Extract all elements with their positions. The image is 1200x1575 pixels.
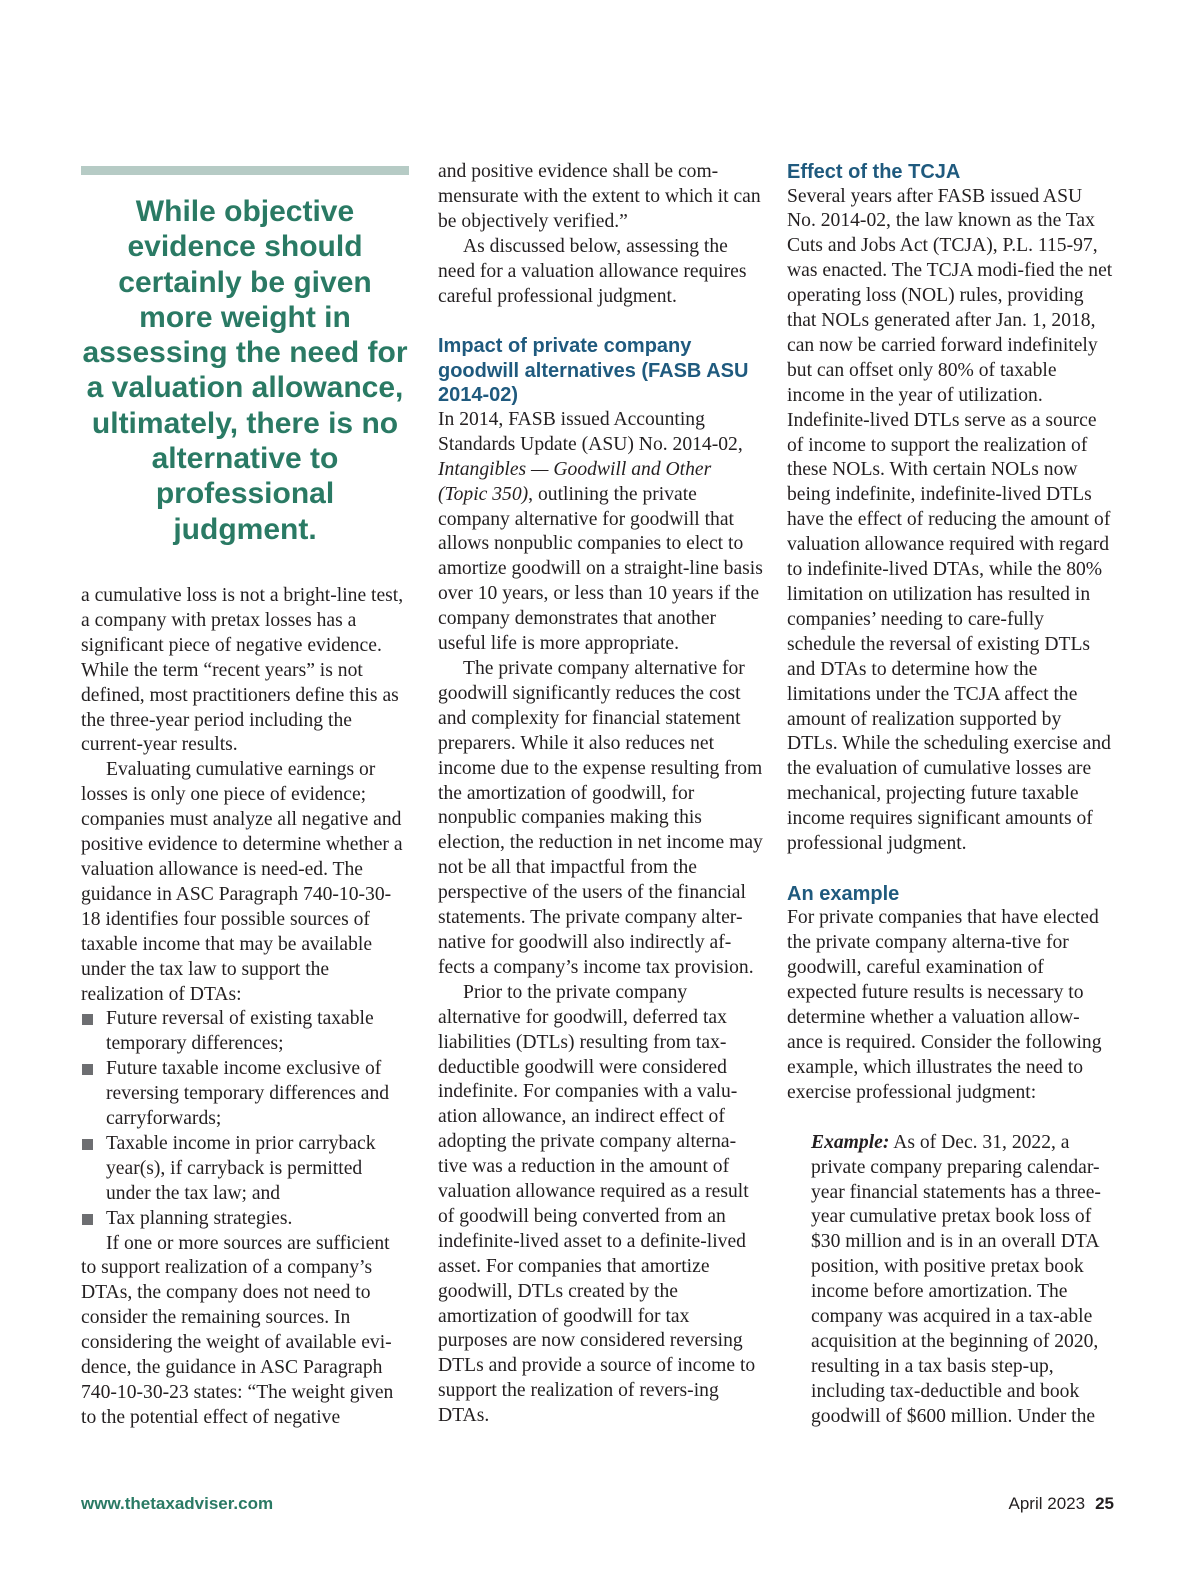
bullet-square-icon bbox=[82, 1014, 93, 1025]
pullquote: While objective evidence should certainly be given more weight in assessing the need for a valuation allowance, ultimately, there is no alternative to professional judgment. bbox=[82, 195, 408, 546]
sources-list bbox=[81, 1007, 406, 1231]
example-label: Example: bbox=[811, 1131, 890, 1153]
section-heading-tcja: Effect of the TCJA bbox=[787, 161, 961, 183]
list-item: Future taxable income exclusive of reversing temporary differences and carryforwards; bbox=[81, 1057, 406, 1132]
col2-paragraph-5: Prior to the private company alternative for goodwill, deferred tax liabilities (DTLs) resulting from tax-deductible goodwill were considered indefinite. For companies with a valu-ation allowance, an indirect effect of adopting the private company alterna-tive was a reduction in the amount of valuation allowance required as a result of goodwill being converted from an indefinite-lived asset to a definite-lived asset. For companies that amortize goodwill, DTLs created by the amortization of goodwill for tax purposes are now considered reversing DTLs and provide a source of income to support the realization of revers-ing DTAs. bbox=[438, 981, 756, 1427]
section-heading-goodwill: Impact of private company goodwill alternatives (FASB ASU 2014-02) bbox=[438, 335, 749, 407]
col2-paragraph-1: and positive evidence shall be com-mensurate with the extent to which it can be objectively verified.” bbox=[438, 161, 761, 232]
col2-paragraph-4: The private company alternative for goodwill significantly reduces the cost and complexity for financial statement preparers. While it also reduces net income due to the expense resulting from the amortization of goodwill, for nonpublic companies making this election, the reduction in net income may not be all that impactful from the perspective of the users of the financial statements. The private company alter-native for goodwill also indirectly af-fects a company’s income tax provision. bbox=[438, 658, 763, 978]
list-item: Tax planning strategies. bbox=[81, 1207, 406, 1232]
footer-website: www.thetaxadviser.com bbox=[81, 1494, 274, 1513]
column-2 bbox=[438, 160, 763, 1429]
bullet-square-icon bbox=[82, 1064, 93, 1075]
page-number: 25 bbox=[1095, 1494, 1114, 1513]
asu-title: Intangibles — Goodwill and Other (Topic 350) bbox=[438, 458, 712, 505]
column-3 bbox=[787, 160, 1114, 1430]
col1-paragraph-2: Evaluating cumulative earnings or losses is only one piece of evidence; companies must analyze all negative and positive evidence to determine whether a valuation allowance is need-ed. The guidance in ASC Paragraph 740-10-30-18 identifies four possible sources of taxable income that may be available under the tax law to support the realization of DTAs: bbox=[81, 759, 403, 1005]
footer-issue bbox=[1009, 1494, 1114, 1514]
col3-paragraph-2: For private companies that have elected the private company alterna-tive for goodwill, careful examination of expected future results is necessary to determine whether a valuation allow-ance is required. Consider the following example, which illustrates the need to exercise professional judgment: bbox=[787, 907, 1102, 1103]
bullet-square-icon bbox=[82, 1214, 93, 1225]
section-heading-example: An example bbox=[787, 882, 900, 905]
footer-date: April 2023 bbox=[1008, 1494, 1086, 1513]
pullquote-rule bbox=[81, 166, 409, 175]
col3-paragraph-1: Several years after FASB issued ASU No. 2014-02, the law known as the Tax Cuts and Jobs Act (TCJA), P.L. 115-97, was enacted. The TCJA modi-fied the net operating loss (NOL) rules, providing that NOLs generated after Jan. 1, 2018, can now be carried forward indefinitely but can offset only 80% of taxable income in the year of utilization. Indefinite-lived DTLs serve as a source of income to support the realization of these NOLs. With certain NOLs now being indefinite, indefinite-lived DTLs have the effect of reducing the amount of valuation allowance required with regard to indefinite-lived DTAs, while the 80% limitation on utilization has resulted in companies’ needing to care-fully schedule the reversal of existing DTLs and DTAs to determine how the limitations under the TCJA affect the amount of realization supported by DTLs. While the scheduling exercise and the evaluation of cumulative losses are mechanical, projecting future taxable income requires significant amounts of professional judgment. bbox=[787, 185, 1113, 855]
example-block: Example: As of Dec. 31, 2022, a private company preparing calendar-year financial statements has a three-year cumulative pretax book loss of $30 million and is in an overall DTA position, with positive pretax book income before amortization. The company was acquired in a tax-able acquisition at the beginning of 2020, resulting in a tax basis step-up, including tax-deductible and book goodwill of $600 million. Under the bbox=[811, 1131, 1101, 1427]
col1-paragraph-1: a cumulative loss is not a bright-line test, a company with pretax losses has a significant piece of negative evidence. While the term “recent years” is not defined, most practitioners define this as the three-year period including the current-year results. bbox=[81, 585, 404, 756]
col2-paragraph-2: As discussed below, assessing the need for a valuation allowance requires careful professional judgment. bbox=[438, 235, 747, 307]
col1-paragraph-3: If one or more sources are sufficient to support realization of a company’s DTAs, the company does not need to consider the remaining sources. In considering the weight of available evi-dence, the guidance in ASC Paragraph 740-10-30-23 states: “The weight given to the potential effect of negative bbox=[81, 1232, 394, 1428]
bullet-square-icon bbox=[82, 1139, 93, 1150]
col2-paragraph-3: In 2014, FASB issued Accounting Standards Update (ASU) No. 2014-02, Intangibles — Goodwill and Other (Topic 350), outlining the private company alternative for goodwill that allows nonpublic companies to elect to amortize goodwill on a straight-line basis over 10 years, or less than 10 years if the company demonstrates that another useful life is more appropriate. bbox=[438, 408, 763, 655]
column-1 bbox=[81, 584, 406, 1431]
list-item: Taxable income in prior carryback year(s), if carryback is permitted under the tax law; and bbox=[81, 1132, 406, 1207]
list-item: Future reversal of existing taxable temporary differences; bbox=[81, 1007, 406, 1057]
